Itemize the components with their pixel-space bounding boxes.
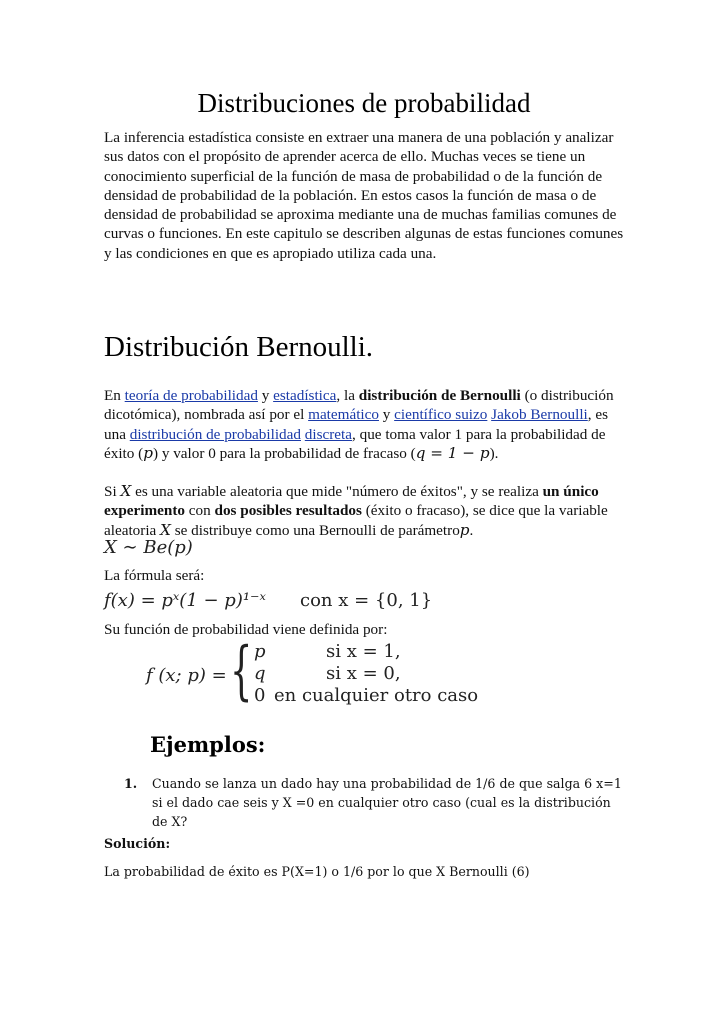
math-inline: p: [143, 443, 153, 462]
bold-term: distribución de Bernoulli: [358, 387, 521, 404]
piecewise-condition: si x = 1,: [326, 641, 401, 662]
link-teoria-probabilidad[interactable]: teoría de probabilidad: [124, 387, 258, 404]
piecewise-lhs: f (x; p) =: [146, 665, 227, 686]
solution-text: La probabilidad de éxito es P(X=1) o 1/6 por lo que X Bernoulli (6): [104, 864, 530, 879]
text-run: , la: [336, 387, 359, 404]
notation-equation: X ∼ Be(p): [104, 537, 193, 558]
link-cientifico-suizo[interactable]: científico suizo: [394, 406, 488, 424]
math-inline: X: [120, 482, 132, 500]
piecewise-row: [254, 663, 401, 684]
text-run: y: [257, 387, 274, 404]
bold-term: dos posibles resultados: [214, 502, 362, 520]
piecewise-condition: en cualquier otro caso: [274, 685, 479, 706]
examples-list: [124, 774, 624, 829]
math-inline: p: [459, 520, 470, 539]
piecewise-row: [254, 685, 479, 706]
list-item: [124, 774, 624, 829]
text-run: ).: [489, 444, 499, 462]
text-run: (o distribución dicotómica), nombrada así por el: [104, 387, 614, 424]
math-inline: q = 1 − p: [415, 443, 490, 462]
piecewise-value: q: [254, 663, 266, 684]
list-item-number: 1.: [124, 776, 138, 791]
piecewise-row: [254, 641, 401, 662]
piecewise-condition: si x = 0,: [326, 663, 401, 684]
link-estadistica[interactable]: estadística: [273, 387, 337, 404]
bold-term: un único experimento: [104, 483, 599, 520]
piecewise-function: [146, 634, 479, 709]
bernoulli-definition-paragraph: [104, 386, 629, 463]
list-item-text: Cuando se lanza un dado hay una probabilidad de 1/6 de que salga 6 x=1 si el dado cae seis y X =0 en cualquier otro caso (cual es la distribución de X?: [152, 776, 622, 829]
page-title: Distribuciones de probabilidad: [197, 88, 531, 118]
formula-label: La fórmula será:: [104, 567, 205, 584]
formula-equation: [104, 590, 433, 611]
formula-expression: f(x) = pˣ(1 − p)¹⁻ˣ: [104, 590, 266, 611]
text-run: , que toma valor 1 para la probabilidad de éxito (: [104, 425, 606, 462]
math-inline: X: [160, 520, 171, 539]
examples-heading: Ejemplos:: [150, 732, 266, 757]
text-run: .: [469, 521, 474, 539]
link-discreta[interactable]: discreta: [304, 425, 353, 443]
text-run: En: [104, 387, 125, 404]
solution-label: Solución:: [104, 836, 171, 851]
intro-paragraph: La inferencia estadística consiste en extraer una manera de una población y analizar sus datos con el propósito de aprender acerca de ello. Muchas veces se tiene un conocimiento superficial de la función de masa de probabilidad o de la función de densidad de probabilidad de la población. En estos casos la función de masa o de densidad de probabilidad se aproxima mediante una de muchas familias comunes de curvas o funciones. En este capitulo se describen algunas de estas funciones comunes y las condiciones en que es apropiado utiliza cada una.: [104, 129, 624, 262]
piecewise-value: p: [254, 641, 266, 662]
link-distribucion-probabilidad[interactable]: distribución de probabilidad: [129, 425, 301, 443]
link-jakob-bernoulli[interactable]: Jakob Bernoulli: [491, 406, 588, 424]
text-run: ) y valor 0 para la probabilidad de fracaso (: [152, 444, 416, 462]
text-run: y: [378, 406, 395, 424]
text-run: (éxito o fracaso), se dice que la variable aleatoria: [104, 502, 608, 539]
pf-label: Su función de probabilidad viene definida por:: [104, 621, 388, 638]
formula-condition: con x = {0, 1}: [300, 590, 433, 611]
text-run: , es una: [104, 406, 609, 443]
text-run: es una variable aleatoria que mide "número de éxitos", y se realiza: [131, 483, 543, 500]
link-matematico[interactable]: matemático: [308, 406, 379, 424]
text-run: se distribuye como una Bernoulli de parámetro: [170, 521, 460, 539]
text-run: Si: [104, 483, 121, 500]
section-title: Distribución Bernoulli.: [104, 331, 374, 363]
random-variable-paragraph: [104, 482, 629, 540]
text-run: con: [184, 502, 215, 520]
left-brace: {: [230, 634, 253, 708]
piecewise-value: 0: [254, 685, 266, 706]
